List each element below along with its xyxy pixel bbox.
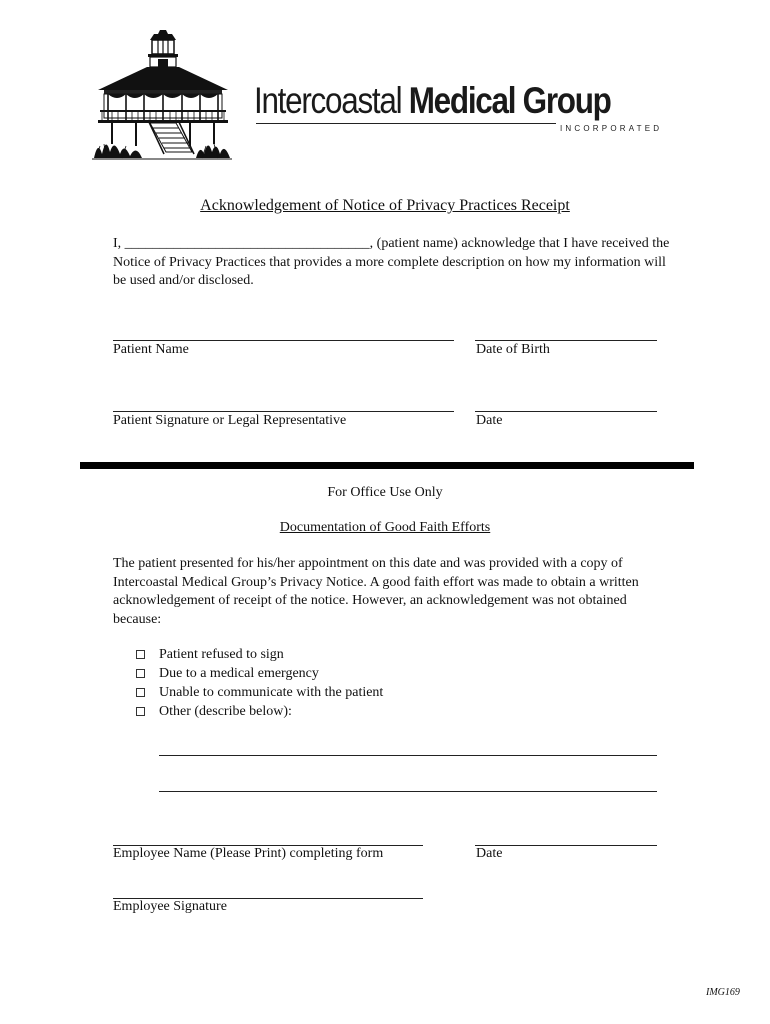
lighthouse-logo-icon [92, 28, 232, 160]
brand-name-bold: Medical Group [408, 80, 611, 121]
other-description-line-2[interactable] [159, 791, 657, 792]
reason-emergency [135, 664, 383, 683]
employee-signature-label: Employee Signature [113, 899, 227, 914]
form-code: IMG169 [706, 987, 740, 998]
office-paragraph: The patient presented for his/her appointment on this date and was provided with a copy of Intercoastal Medical Group’s Privacy Notice. A good faith effort was made to obtain a written acknowledgement of receipt of the notice. However, an acknowledgement was not obtained because: [113, 556, 639, 627]
reason-emergency-label: Due to a medical emergency [159, 665, 319, 681]
patient-signature-field[interactable] [113, 411, 454, 412]
brand-underline [256, 123, 556, 124]
signature-date-label: Date [476, 413, 503, 428]
date-of-birth-field[interactable] [475, 340, 657, 341]
patient-name-field[interactable] [113, 340, 454, 341]
brand-wordmark [254, 80, 684, 140]
reason-unable-communicate-label: Unable to communicate with the patient [159, 684, 384, 700]
office-use-heading: For Office Use Only [327, 485, 443, 500]
section-divider [80, 462, 694, 469]
reason-refused-label: Patient refused to sign [159, 646, 284, 662]
good-faith-heading [0, 520, 770, 536]
reason-other [135, 702, 383, 721]
employee-date-label: Date [476, 846, 503, 861]
reason-unable-communicate-checkbox[interactable] [136, 688, 145, 697]
date-of-birth-label: Date of Birth [476, 342, 550, 357]
brand-incorporated: INCORPORATED [560, 124, 663, 133]
reasons-checklist [135, 645, 383, 721]
reason-other-checkbox[interactable] [136, 707, 145, 716]
reason-unable-communicate [135, 683, 383, 702]
other-description-line-1[interactable] [159, 755, 657, 756]
employee-name-label: Employee Name (Please Print) completing form [113, 846, 384, 861]
brand-name-light: Intercoastal [254, 80, 409, 121]
brand-name [254, 80, 611, 122]
patient-signature-label: Patient Signature or Legal Representative [113, 413, 347, 428]
patient-name-label: Patient Name [113, 342, 189, 357]
good-faith-heading-text: Documentation of Good Faith Efforts [279, 520, 491, 535]
form-title: Acknowledgement of Notice of Privacy Practices Receipt [200, 197, 570, 214]
signature-date-field[interactable] [475, 411, 657, 412]
reason-refused [135, 645, 383, 664]
reason-other-label: Other (describe below): [159, 703, 292, 719]
acknowledgement-paragraph: I, ___________________________________, (patient name) acknowledge that I have received the Notice of Privacy Practices that provides a more complete description on how my information will be used and/or disclosed. [113, 236, 670, 288]
reason-refused-checkbox[interactable] [136, 650, 145, 659]
reason-emergency-checkbox[interactable] [136, 669, 145, 678]
